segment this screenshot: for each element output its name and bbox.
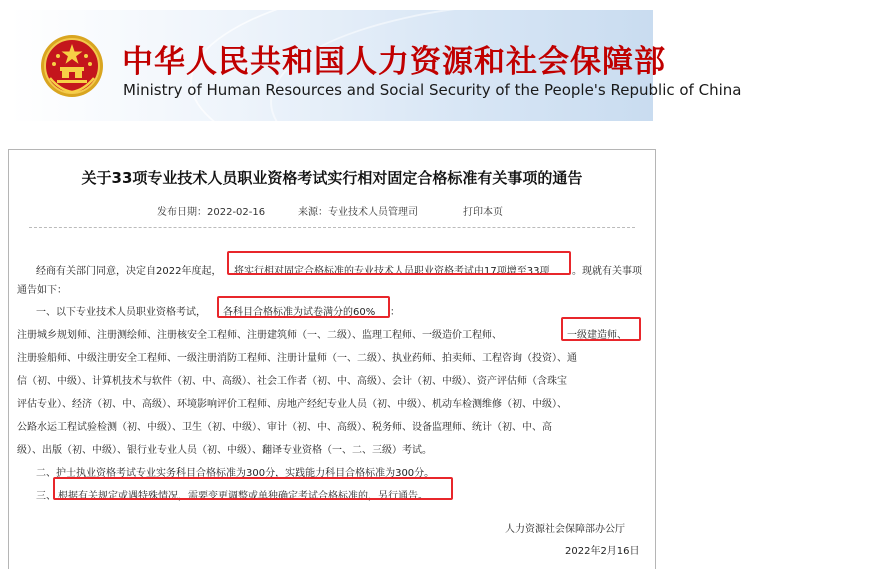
highlight-box <box>217 296 390 318</box>
site-title-cn: 中华人民共和国人力资源和社会保障部 <box>122 44 666 80</box>
highlight-box <box>53 477 453 500</box>
exam-list-line: 评估专业）、经济（初、中、高级）、环境影响评价工程师、房地产经纪专业人员（初、中级）、机动车检测维修（初、中级）、 <box>17 399 567 410</box>
para2-text: 一、以下专业技术人员职业资格考试， <box>36 307 206 318</box>
para3-text: 二、护士执业资格考试专业实务科目合格标准为300分，实践能力科目合格标准为300分。 <box>36 468 435 479</box>
para1-highlight-text: 将实行相对固定合格标准的专业技术人员职业资格考试由17项增至33项 <box>234 266 550 277</box>
national-emblem-icon <box>40 34 104 98</box>
site-title-en: Ministry of Human Resources and Social Security of the People's Republic of China <box>123 81 742 99</box>
exam-list-line: 公路水运工程试验检测（初、中级）、卫生（初、中级）、审计（初、中、高级）、税务师、设备监理师、统计（初、中、高 <box>17 422 552 433</box>
publish-date: 发布日期：2022-02-16 <box>157 207 266 218</box>
print-link[interactable]: 打印本页 <box>463 207 503 218</box>
signature: 人力资源社会保障部办公厅 <box>505 524 625 535</box>
highlight-box <box>561 317 641 341</box>
exam-list-line: 信（初、中级）、计算机技术与软件（初、中、高级）、社会工作者（初、中、高级）、会计（初、中级）、资产评估师（含珠宝 <box>17 376 567 387</box>
article-title: 关于33项专业技术人员职业资格考试实行相对固定合格标准有关事项的通告 <box>81 169 583 187</box>
exam-list-highlight-text: 一级建造师、 <box>567 330 627 341</box>
article-source: 来源：专业技术人员管理司 <box>298 207 418 218</box>
article-panel <box>8 149 656 569</box>
site-banner <box>10 10 742 121</box>
signature-date: 2022年2月16日 <box>565 546 640 557</box>
exam-list-line: 注册验船师、中级注册安全工程师、一级注册消防工程师、注册计量师（一、二级）、执业药师、拍卖师、工程咨询（投资）、通 <box>17 353 577 364</box>
highlight-box <box>227 251 571 275</box>
para2-highlight-text: 各科目合格标准为试卷满分的60% <box>223 307 376 318</box>
exam-list-line: 注册城乡规划师、注册测绘师、注册核安全工程师、注册建筑师（一、二级）、监理工程师、一级造价工程师、 <box>17 330 502 341</box>
exam-list-line: 级）、出版（初、中级）、银行业专业人员（初、中级）、翻译专业资格（一、二、三级）考试。 <box>17 445 432 456</box>
para2-text-cont: ： <box>390 307 400 318</box>
para1-text: 经商有关部门同意，决定自2022年度起， <box>36 266 222 277</box>
para1-text-end: 通告如下： <box>17 285 67 296</box>
para4-text: 三、 <box>36 491 56 502</box>
para4-highlight-text: 根据有关规定或遇特殊情况，需要变更调整或单独确定考试合格标准的，另行通告。 <box>58 491 428 502</box>
para1-text-cont: 。现就有关事项 <box>572 266 642 277</box>
header-divider <box>29 227 635 228</box>
